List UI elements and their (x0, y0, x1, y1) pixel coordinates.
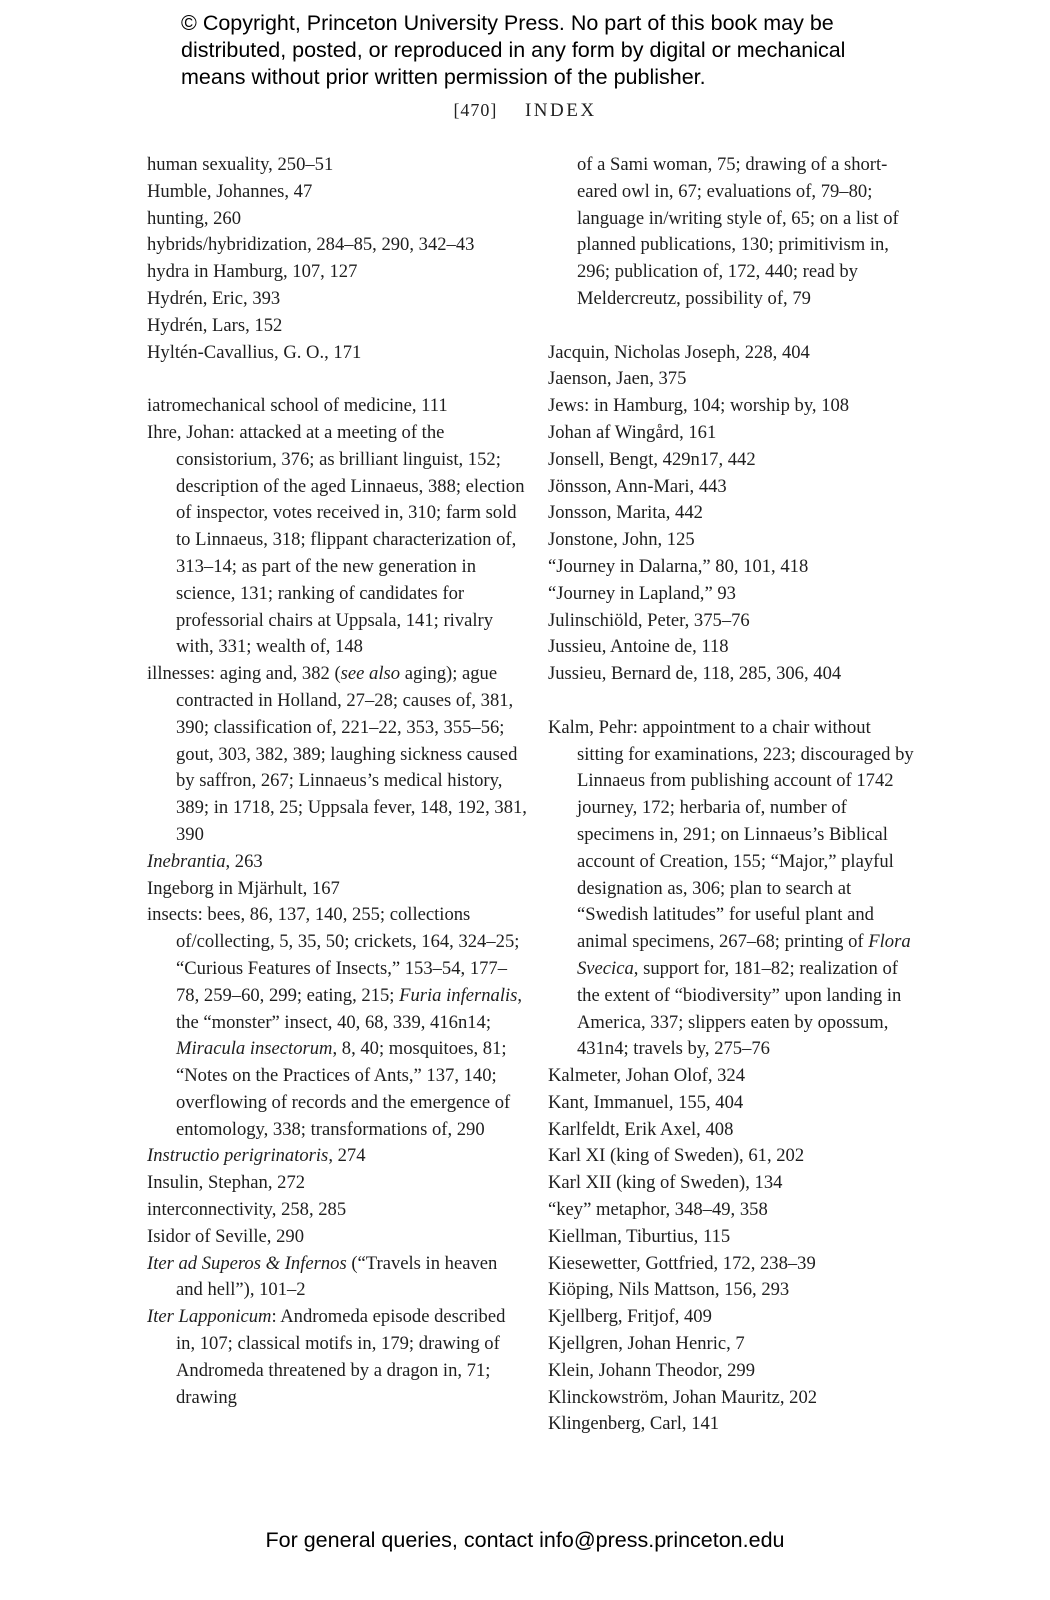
index-entry: Hydrén, Eric, 393 (147, 287, 281, 309)
index-entry: Ingeborg in Mjärhult, 167 (147, 877, 340, 899)
footer-contact: For general queries, contact info@press.princeton.edu (265, 1528, 785, 1552)
index-entry-continuation: of a Sami woman, 75; drawing of a short-eared owl in, 67; evaluations of, 79–80; language in/writing style of, 65; on a list of planned publications, 130; primitivism in, 296; publication of, 172, 440; read by Meldercreutz, possibility of, 79 (577, 154, 899, 309)
index-entry: Johan af Wingård, 161 (548, 421, 717, 443)
cross-reference: see also (340, 663, 401, 685)
index-entry: Jussieu, Antoine de, 118 (548, 636, 729, 658)
index-entry: interconnectivity, 258, 285 (147, 1199, 347, 1221)
index-entry: “Journey in Dalarna,” 80, 101, 418 (548, 555, 809, 577)
entry-text: , 8, 40; mosquitoes, 81; “Notes on the Practices of Ants,” 137, 140; overflowing of records and the emergence of entomology, 338; transformations of, 290 (176, 1038, 511, 1140)
index-entry: human sexuality, 250–51 (147, 154, 334, 175)
entry-text: , 263 (225, 850, 263, 872)
entry-text: Kalm, Pehr: appointment to a chair without sitting for examinations, 223; discouraged by Linnaeus from publishing account of 1742 journey, 172; herbaria of, number of specimens in, 291; on Linnaeus’s Biblical account of Creation, 155; “Major,” playful designation as, 306; plan to search at “Swedish latitudes” for useful plant and animal specimens, 267–68; printing of (548, 716, 914, 953)
copyright-line: means without prior written permission of the publisher. (181, 65, 706, 89)
entry-text: (“Travels in heaven and hell”), 101–2 (176, 1252, 498, 1301)
entry-title: Flora Svecica (577, 931, 911, 979)
running-head (0, 100, 1050, 122)
index-entry (147, 849, 527, 876)
entry-text: , support for, 181–82; realization of the extent of “biodiversity” upon landing in America, 337; slippers eaten by opossum, 431n4; travels by, 275–76 (577, 957, 902, 1060)
entry-text: aging); ague contracted in Holland, 27–28; causes of, 381, 390; classification of, 221–22, 353, 355–56; gout, 303, 382, 389; laughing sickness caused by saffron, 267; Linnaeus’s medical history, 389; in 1718, 25; Uppsala fever, 148, 192, 381, 390 (176, 663, 527, 845)
index-entry (147, 1251, 527, 1305)
index-entry: hybrids/hybridization, 284–85, 290, 342–43 (147, 234, 475, 256)
entry-text: illnesses: aging and, 382 ( (147, 663, 341, 685)
index-entry: Jacquin, Nicholas Joseph, 228, 404 (548, 341, 810, 363)
index-entry: Jonstone, John, 125 (548, 529, 695, 551)
index-entry: hydra in Hamburg, 107, 127 (147, 261, 358, 283)
letter-group-gap (548, 313, 920, 340)
index-entry (147, 902, 527, 1143)
entry-title: Furia infernalis (399, 984, 518, 1006)
entry-title: Inebrantia (147, 850, 226, 872)
section-title: INDEX (524, 100, 597, 121)
index-entry: Kiellman, Tiburtius, 115 (548, 1225, 731, 1247)
index-entry: Kant, Immanuel, 155, 404 (548, 1091, 744, 1113)
entry-title: Iter Lapponicum (147, 1306, 272, 1328)
index-column-left (147, 152, 527, 1411)
copyright-notice (181, 10, 941, 91)
index-entry: Klein, Johann Theodor, 299 (548, 1359, 756, 1381)
index-entry: Kiesewetter, Gottfried, 172, 238–39 (548, 1252, 816, 1274)
index-entry: Jussieu, Bernard de, 118, 285, 306, 404 (548, 663, 842, 685)
index-column-right (548, 152, 920, 1438)
entry-text: , the “monster” insect, 40, 68, 339, 416n14; (176, 984, 523, 1033)
letter-group-gap (147, 366, 527, 393)
letter-group-gap (548, 688, 920, 715)
index-entry: Humble, Johannes, 47 (147, 180, 313, 202)
index-entry: iatromechanical school of medicine, 111 (147, 395, 448, 417)
index-entry: Karl XII (king of Sweden), 134 (548, 1172, 783, 1194)
index-entry: Kjellberg, Fritjof, 409 (548, 1306, 712, 1328)
index-entry: Ihre, Johan: attacked at a meeting of the consistorium, 376; as brilliant linguist, 152; description of the aged Linnaeus, 388; election of inspector, votes received in, 310; farm sold to Linnaeus, 318; flippant characterization of, 313–14; as part of the new generation in science, 131; ranking of candidates for professorial chairs at Uppsala, 141; rivalry with, 331; wealth of, 148 (147, 421, 525, 658)
index-entry: Jonsson, Marita, 442 (548, 502, 703, 524)
entry-text: : Andromeda episode described in, 107; classical motifs in, 179; drawing of Andromeda threatened by a dragon in, 71; drawing (176, 1306, 506, 1408)
index-entry: Hydrén, Lars, 152 (147, 314, 283, 336)
entry-title: Instructio perigrinatoris (147, 1145, 329, 1167)
entry-title: Miracula insectorum (176, 1038, 333, 1060)
index-entry: Julinschiöld, Peter, 375–76 (548, 609, 750, 631)
entry-text: insects: bees, 86, 137, 140, 255; collections of/collecting, 5, 35, 50; crickets, 164, 324–25; “Curious Features of Insects,” 153–54, 177–78, 259–60, 299; eating, 215; (147, 904, 520, 1006)
index-entry: Insulin, Stephan, 272 (147, 1172, 306, 1194)
entry-title: Iter ad Superos & Infernos (147, 1252, 347, 1274)
index-entry: Karlfeldt, Erik Axel, 408 (548, 1118, 734, 1140)
index-entry (147, 661, 527, 849)
index-entry (147, 1304, 527, 1411)
index-entry: Klinckowström, Johan Mauritz, 202 (548, 1386, 818, 1408)
index-entry: Karl XI (king of Sweden), 61, 202 (548, 1145, 805, 1167)
index-entry: Isidor of Seville, 290 (147, 1225, 304, 1247)
index-entry: Kiöping, Nils Mattson, 156, 293 (548, 1279, 790, 1301)
index-entry: “Journey in Lapland,” 93 (548, 582, 736, 604)
index-entry: Kjellgren, Johan Henric, 7 (548, 1333, 745, 1355)
index-entry: Jonsell, Bengt, 429n17, 442 (548, 448, 756, 470)
index-entry: Jönsson, Ann-Mari, 443 (548, 475, 727, 497)
index-entry: Jaenson, Jaen, 375 (548, 368, 687, 390)
index-entry: Hyltén-Cavallius, G. O., 171 (147, 341, 362, 363)
copyright-line: distributed, posted, or reproduced in any form by digital or mechanical (181, 38, 846, 62)
index-entry: Jews: in Hamburg, 104; worship by, 108 (548, 395, 850, 417)
copyright-line: © Copyright, Princeton University Press. No part of this book may be (181, 11, 834, 35)
index-entry (147, 1143, 527, 1170)
index-entry: hunting, 260 (147, 207, 242, 229)
index-entry: Klingenberg, Carl, 141 (548, 1413, 720, 1435)
entry-text: , 274 (328, 1145, 366, 1167)
index-entry: Kalmeter, Johan Olof, 324 (548, 1065, 746, 1087)
page-number: [470] (453, 100, 498, 120)
index-entry (548, 715, 920, 1063)
index-entry: “key” metaphor, 348–49, 358 (548, 1199, 768, 1221)
